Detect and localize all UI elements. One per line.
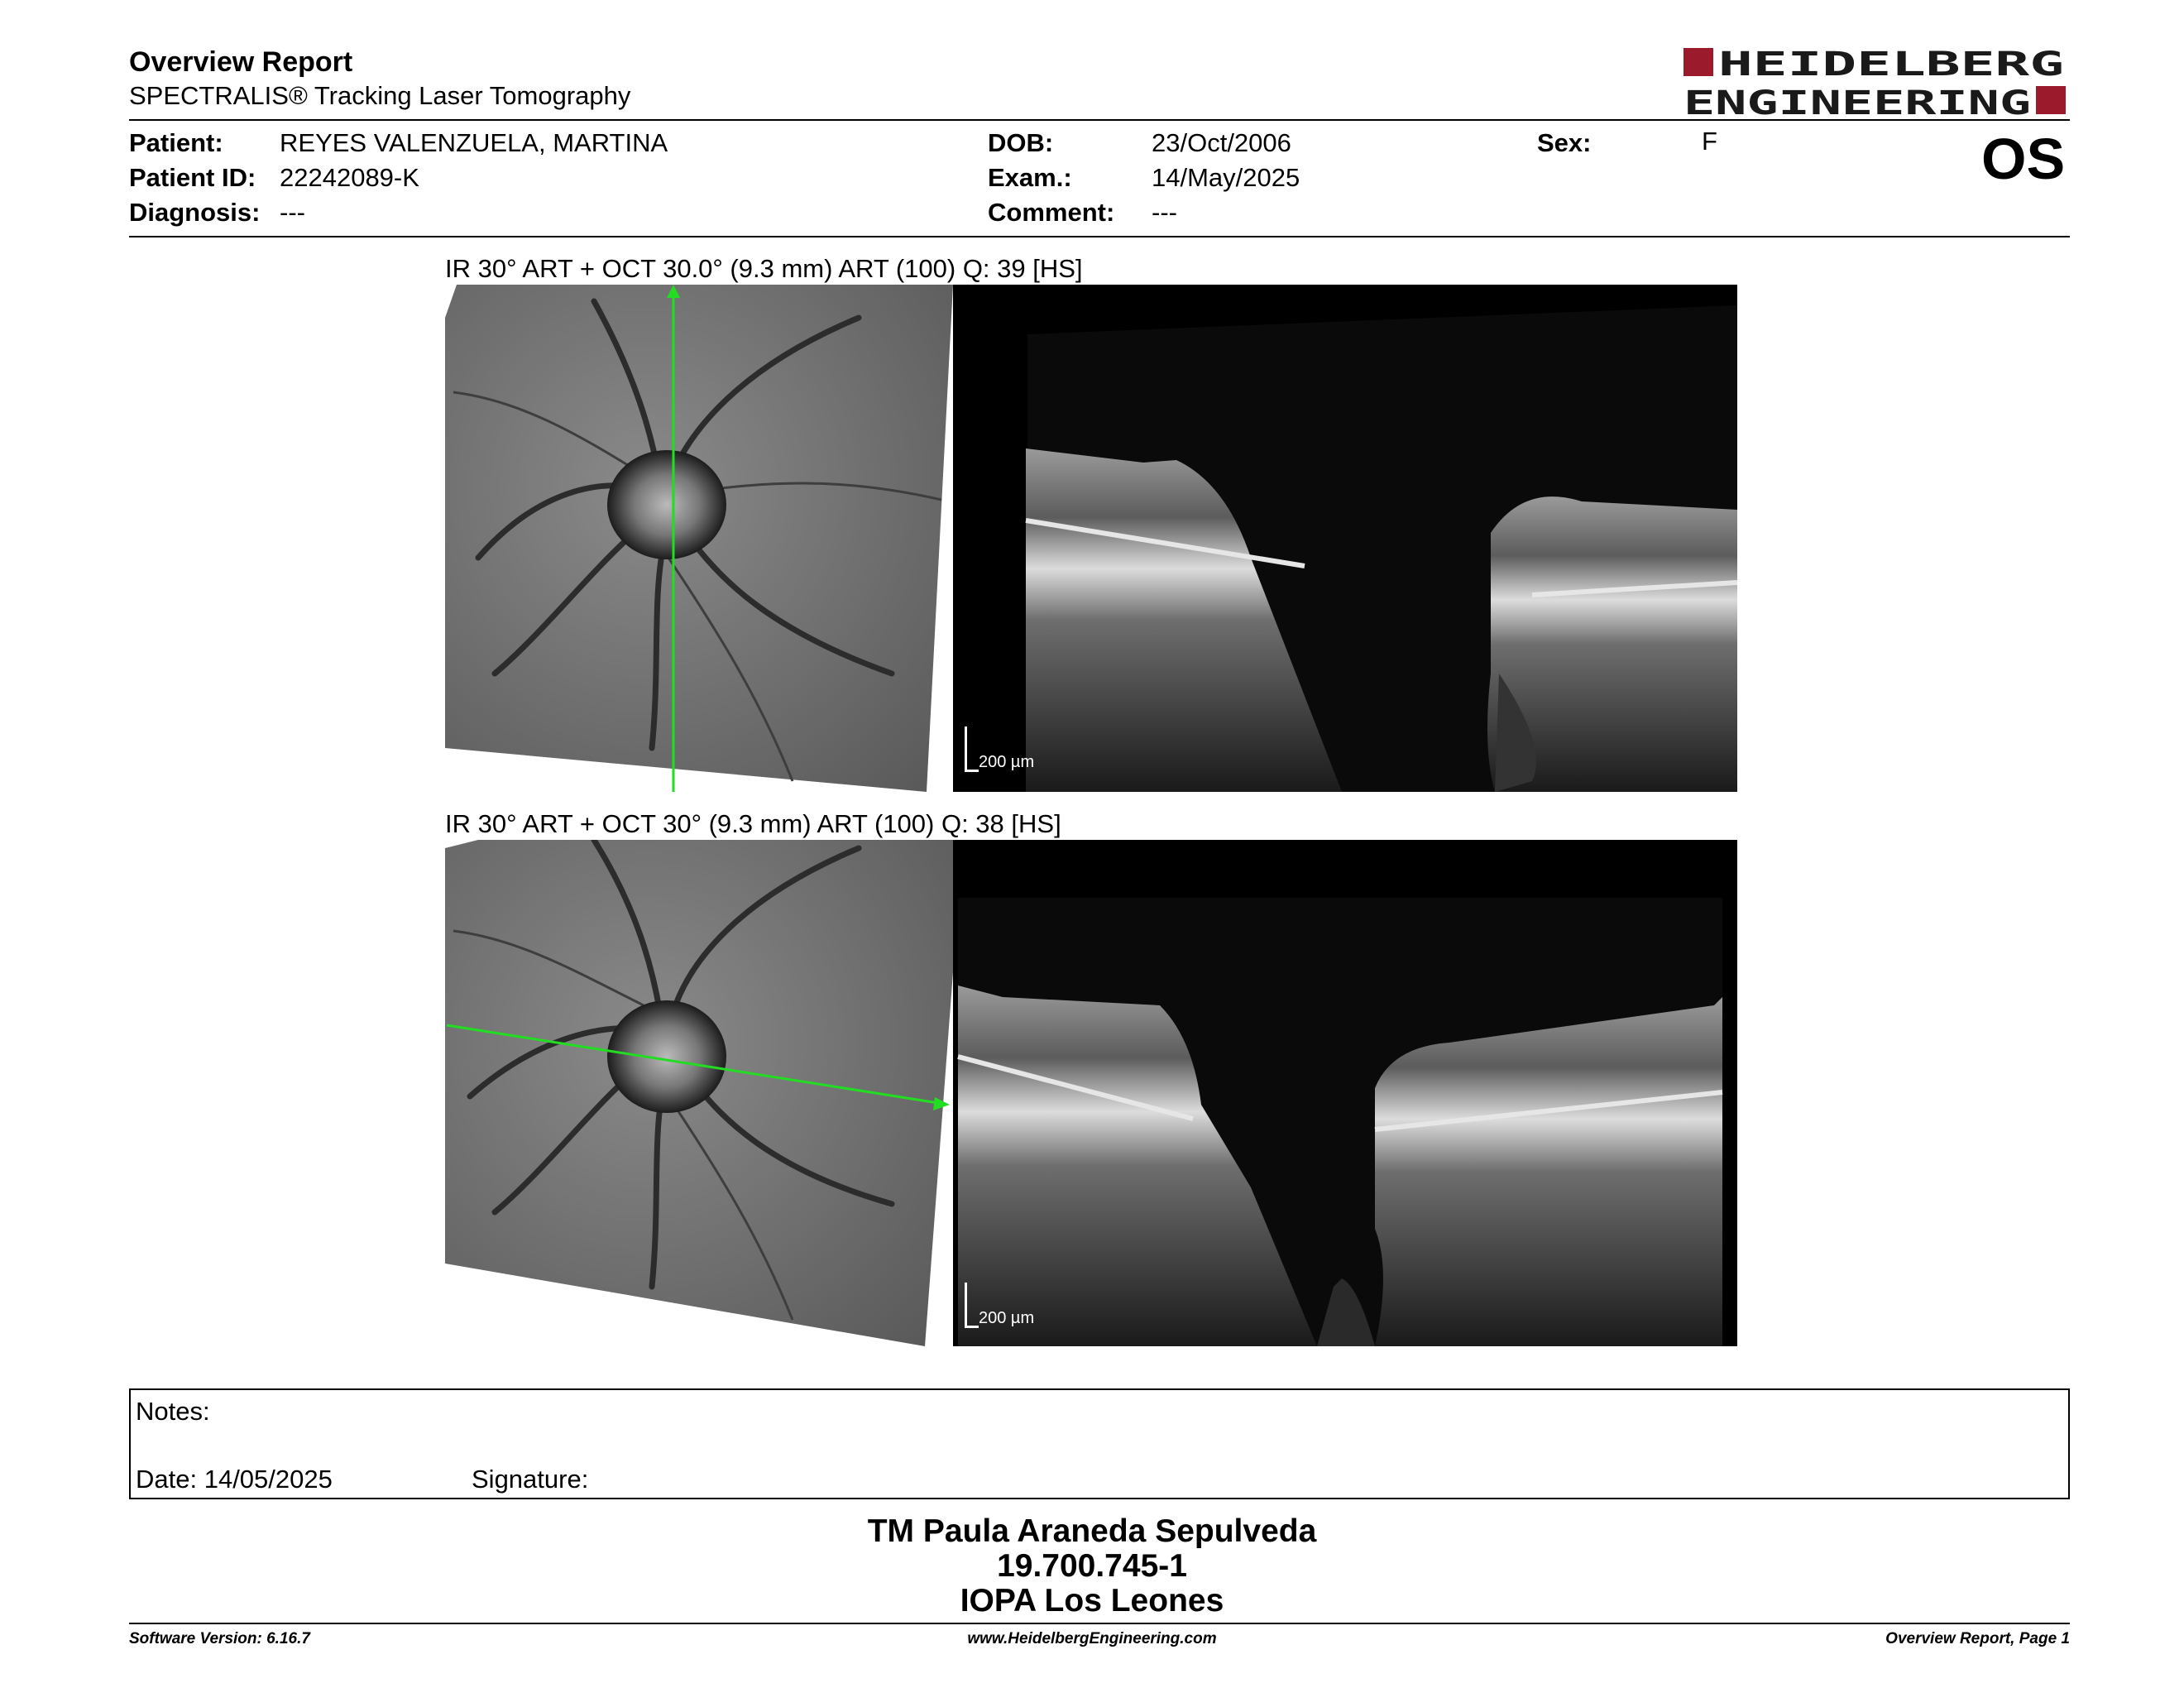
heidelberg-logo — [1684, 45, 2066, 117]
patient-name: REYES VALENZUELA, MARTINA — [280, 128, 668, 157]
logo-line1: HEIDELBERG — [1718, 46, 2064, 84]
scan2-ir-scale — [457, 1308, 520, 1327]
scan2-oct-image — [953, 840, 1737, 1346]
comment-label: Comment: — [988, 198, 1115, 227]
software-version: Software Version: 6.16.7 — [129, 1630, 310, 1647]
scan1-scan-line — [445, 285, 953, 792]
sex-value: F — [1702, 127, 1717, 156]
notes-date: Date: 14/05/2025 — [136, 1465, 333, 1494]
footer-rule — [129, 1623, 2070, 1624]
diagnosis-value: --- — [280, 198, 305, 227]
scan1-ir-image — [445, 285, 953, 792]
scan2-scan-line — [445, 840, 953, 1346]
comment-value: --- — [1152, 198, 1177, 227]
operator-id: 19.700.745-1 — [997, 1548, 1187, 1584]
report-subtitle: SPECTRALIS® Tracking Laser Tomography — [129, 81, 631, 110]
report-title: Overview Report — [129, 46, 353, 78]
scan1-oct-scale — [965, 727, 1034, 772]
eye-laterality: OS — [1981, 127, 2066, 191]
scan1-oct-scale-text: 200 µm — [979, 753, 1035, 771]
dob-value: 23/Oct/2006 — [1152, 128, 1291, 157]
scan2-caption: IR 30° ART + OCT 30° (9.3 mm) ART (100) Q: 38 [HS] — [445, 809, 1061, 838]
logo-square-top — [1684, 48, 1713, 76]
logo-square-bottom — [2036, 86, 2066, 114]
page-number: Overview Report, Page 1 — [1885, 1630, 2070, 1647]
scan2-oct-scale — [965, 1283, 1034, 1328]
scan2-bscan — [953, 840, 1737, 1346]
logo-line2: ENGINEERING — [1684, 84, 2031, 117]
scan2-ir-scale-text: 200 µm — [464, 1308, 520, 1326]
notes-label: Notes: — [136, 1397, 210, 1426]
header-rule — [129, 119, 2070, 121]
scan1-oct-image — [953, 285, 1737, 792]
scan2-ir-image — [445, 840, 953, 1346]
scan1-ir-scale — [457, 753, 520, 772]
operator-clinic: IOPA Los Leones — [960, 1583, 1224, 1618]
dob-label: DOB: — [988, 128, 1054, 157]
diagnosis-label: Diagnosis: — [129, 198, 261, 227]
scan1-bscan — [953, 285, 1737, 792]
exam-label: Exam.: — [988, 163, 1072, 192]
scan2-oct-scale-text: 200 µm — [979, 1309, 1035, 1327]
scan1-caption: IR 30° ART + OCT 30.0° (9.3 mm) ART (100) Q: 39 [HS] — [445, 254, 1083, 283]
operator-name: TM Paula Araneda Sepulveda — [867, 1513, 1317, 1549]
sex-label: Sex: — [1537, 128, 1592, 157]
signature-label: Signature: — [472, 1465, 589, 1494]
scan1-ir-scale-text: 200 µm — [464, 753, 520, 771]
notes-box[interactable] — [129, 1388, 2070, 1499]
patient-id-label: Patient ID: — [129, 163, 256, 192]
patient-id: 22242089-K — [280, 163, 419, 192]
exam-value: 14/May/2025 — [1152, 163, 1300, 192]
patient-rule — [129, 236, 2070, 237]
website-link[interactable]: www.HeidelbergEngineering.com — [967, 1630, 1217, 1647]
patient-label: Patient: — [129, 128, 223, 157]
